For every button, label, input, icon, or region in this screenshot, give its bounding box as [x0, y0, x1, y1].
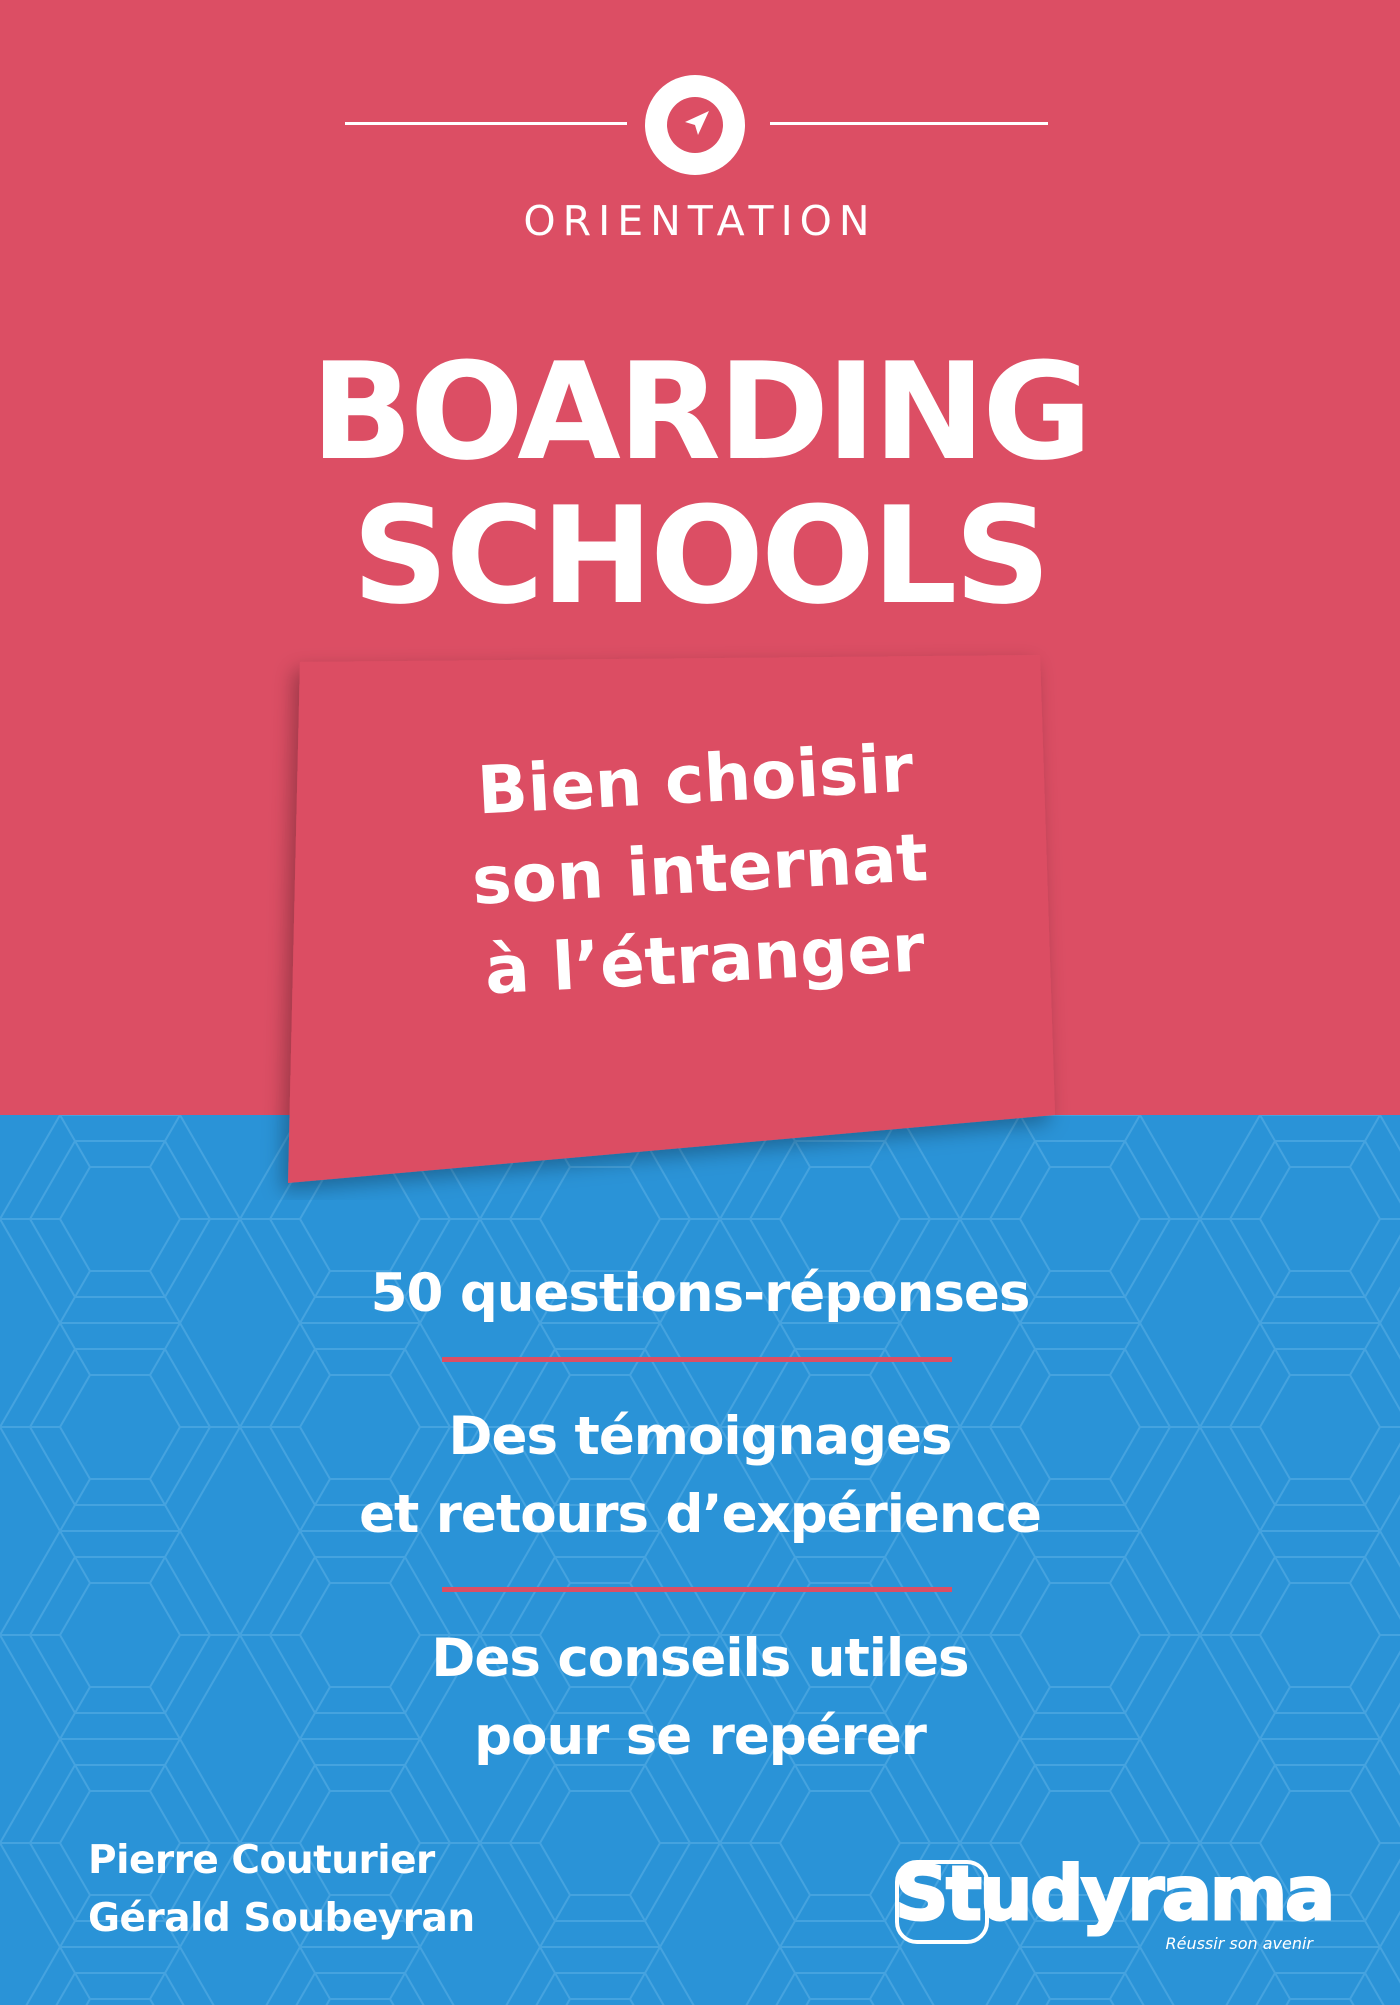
feature-1-text: 50 questions-réponses [370, 1263, 1030, 1324]
feature-2-line-2: et retours d’expérience [359, 1484, 1041, 1545]
feature-separator [442, 1357, 952, 1362]
feature-questions [0, 1255, 1400, 1333]
feature-3-line-2: pour se repérer [474, 1706, 926, 1767]
feature-testimonials [0, 1398, 1400, 1554]
author-1: Pierre Couturier [88, 1838, 435, 1883]
subtitle-line-1: Bien choisir [475, 729, 916, 830]
series-label: ORIENTATION [523, 197, 877, 245]
subtitle-line-2: son internat [470, 819, 930, 920]
subtitle [393, 719, 1006, 1020]
publisher-tagline: Réussir son avenir [1165, 1934, 1313, 1953]
title-line-2: SCHOOLS [352, 478, 1048, 634]
author-2: Gérald Soubeyran [88, 1896, 475, 1941]
feature-2-line-1: Des témoignages [448, 1406, 952, 1467]
publisher-logo [895, 1848, 1334, 1958]
authors [88, 1832, 475, 1948]
publisher-name: Studyrama [895, 1851, 1334, 1937]
feature-3-line-1: Des conseils utiles [431, 1628, 969, 1689]
title-line-1: BOARDING [310, 334, 1090, 490]
subtitle-line-3: à l’étranger [482, 909, 927, 1010]
feature-advice [0, 1620, 1400, 1776]
feature-separator [442, 1587, 952, 1592]
